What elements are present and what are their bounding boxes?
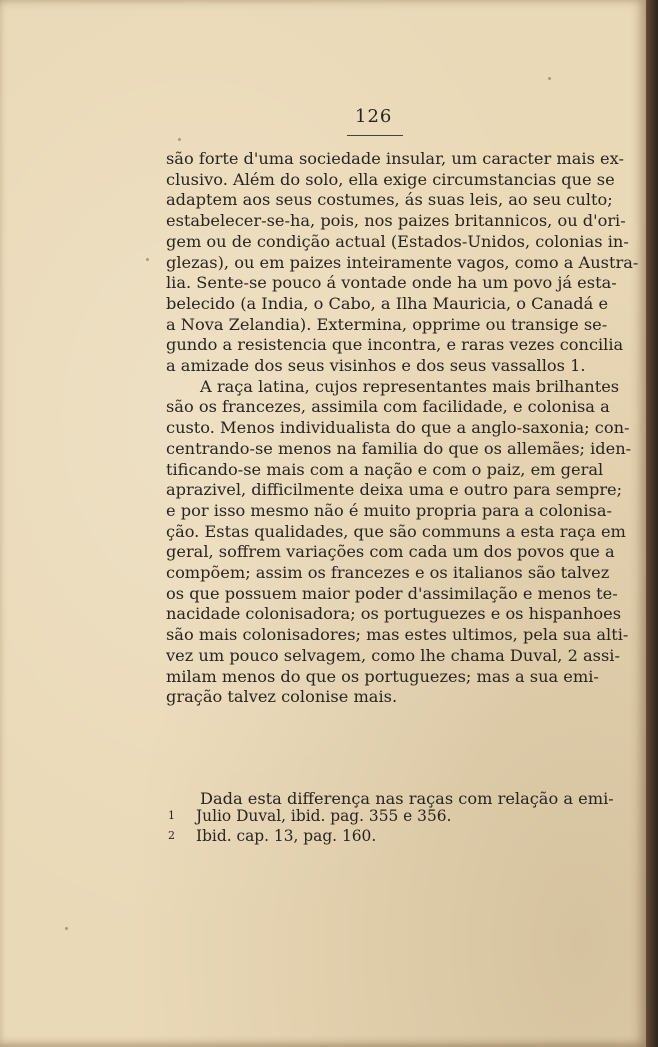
footnote-1 [168, 806, 582, 826]
text-line: são os francezes, assimila com facilidade, e colonisa a [166, 397, 610, 417]
text-line: Dada esta differença nas raças com relação a emi- [200, 789, 614, 808]
text-line: adaptem aos seus costumes, ás suas leis, ao seu culto; [166, 190, 613, 210]
text-line: gração talvez colonise mais. [166, 687, 398, 707]
paragraph-2 [166, 376, 632, 708]
text-line: estabelecer-se-ha, pois, nos paizes britannicos, ou d'ori- [166, 211, 626, 231]
footnote-text: Ibid. cap. 13, pag. 160. [196, 827, 377, 845]
text-line: geral, soffrem variações com cada um dos povos que a [166, 542, 615, 562]
text-line: a Nova Zelandia). Extermina, opprime ou transige se- [166, 314, 608, 334]
paper-speck [178, 138, 181, 141]
page-number: 126 [355, 106, 393, 127]
text-line: custo. Menos individualista do que a anglo-saxonia; con- [166, 418, 630, 438]
text-line: nacidade colonisadora; os portuguezes e os hispanhoes [166, 604, 622, 624]
text-line: milam menos do que os portuguezes; mas a sua emi- [166, 666, 599, 686]
paper-speck [548, 77, 551, 80]
footnote-2 [168, 826, 582, 846]
text-line: centrando-se menos na familia do que os allemães; iden- [166, 438, 632, 458]
text-line: gundo a resistencia que incontra, e raras vezes concilia [166, 335, 624, 355]
text-line: e por isso mesmo não é muito propria para a colonisa- [166, 500, 612, 520]
text-line: a amizade dos seus visinhos e dos seus vassallos 1. [166, 356, 586, 376]
header-rule [347, 135, 403, 136]
text-line: tificando-se mais com a nação e com o paiz, em geral [166, 459, 604, 479]
text-line: clusivo. Além do solo, ella exige circumstancias que se [166, 169, 615, 189]
paper-speck [146, 258, 149, 261]
footnotes [168, 806, 582, 846]
footnote-mark: 1 [168, 809, 175, 822]
text-line: aprazivel, difficilmente deixa uma e outro para sempre; [166, 480, 623, 500]
text-line: gem ou de condição actual (Estados-Unidos, colonias in- [166, 231, 629, 251]
text-line: são forte d'uma sociedade insular, um caracter mais ex- [166, 149, 624, 168]
paragraph-1 [166, 149, 639, 377]
text-line: os que possuem maior poder d'assimilação e menos te- [166, 583, 618, 603]
text-line: glezas), ou em paizes inteiramente vagos, como a Austra- [166, 252, 639, 272]
main-text [166, 149, 639, 708]
text-line: ção. Estas qualidades, que são communs a esta raça em [166, 521, 626, 541]
text-line: belecido (a India, o Cabo, a Ilha Mauricia, o Canadá e [166, 293, 609, 313]
footnote-text: Julio Duval, ibid. pag. 355 e 356. [196, 807, 452, 825]
footnote-mark: 2 [168, 829, 175, 842]
paper-speck [65, 927, 68, 930]
text-line: vez um pouco selvagem, como lhe chama Duval, 2 assi- [166, 645, 620, 665]
text-line: lia. Sente-se pouco á vontade onde ha um povo já esta- [166, 273, 617, 293]
text-line: compõem; assim os francezes e os italianos são talvez [166, 563, 610, 583]
text-line: A raça latina, cujos representantes mais brilhantes [200, 376, 620, 396]
text-line: são mais colonisadores; mas estes ultimos, pela sua alti- [166, 625, 629, 645]
